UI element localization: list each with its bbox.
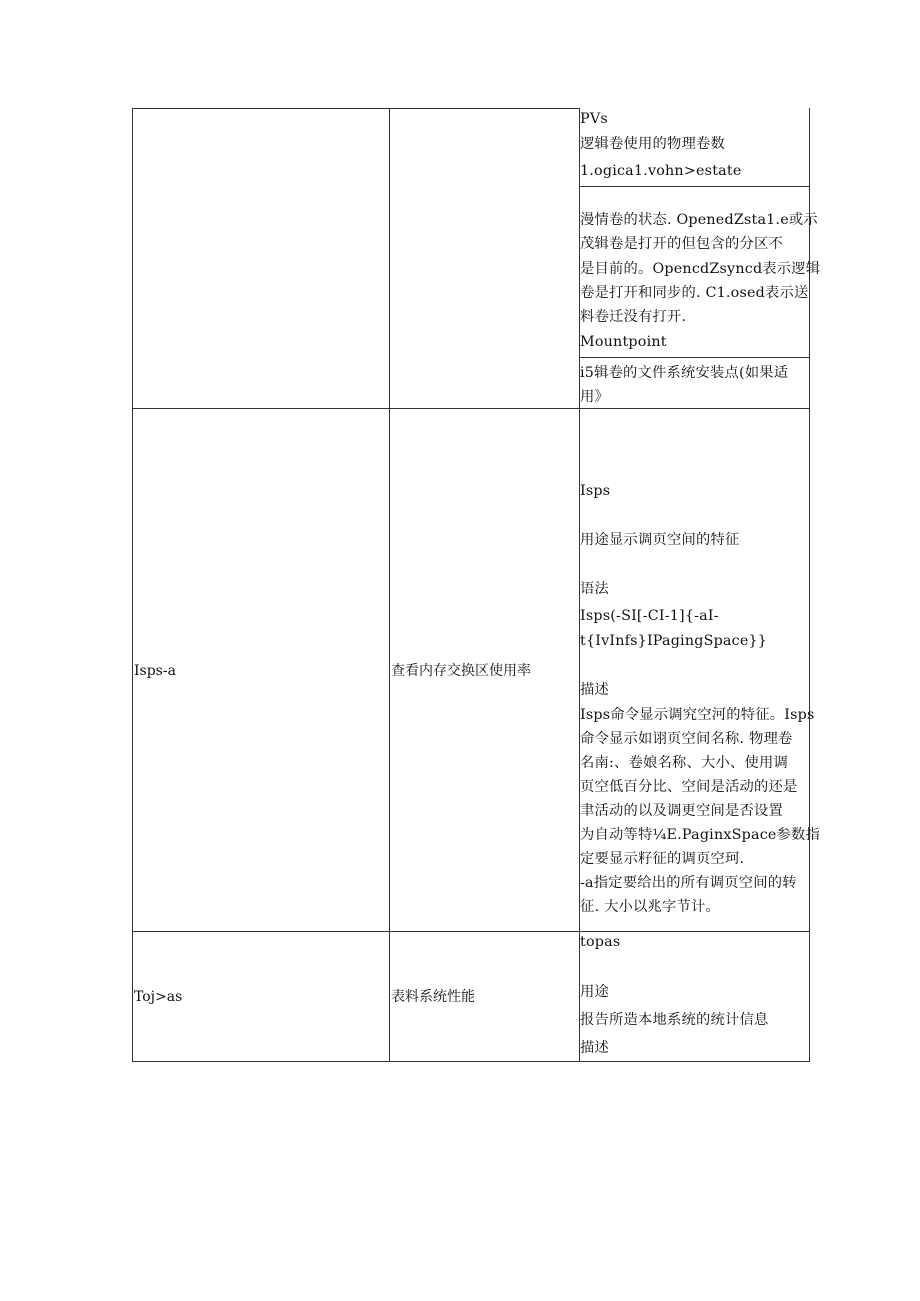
cell-line: topas xyxy=(580,934,621,950)
cell-line: 料卷迁没有打开. xyxy=(580,309,687,325)
cell-line: 用》 xyxy=(580,389,609,405)
cell-line: Isps(-SI[-CI-1]{-aI- xyxy=(580,608,719,624)
cell-line: 描述 xyxy=(580,682,609,698)
row2-command: Isps-a xyxy=(134,663,176,679)
row3-command: Toj>as xyxy=(134,989,183,1005)
cell-line: 页空低百分比、空间是活动的还是 xyxy=(580,779,798,795)
cell-line: 漫情卷的状态. OpenedZsta1.e或示 xyxy=(580,212,818,228)
table-border-bottom xyxy=(132,1061,810,1062)
cell-line: Isps xyxy=(580,483,611,499)
cell-line: 1.ogica1.vohn>estate xyxy=(580,163,742,179)
cell-line: 命令显示如诩页空间名称. 物理卷 xyxy=(580,731,793,747)
table-border-top-mid xyxy=(389,108,580,109)
subcell-divider-1 xyxy=(579,186,810,187)
cell-line: 名南:、卷娘名称、大小、使用调 xyxy=(580,755,788,771)
cell-line: PVs xyxy=(580,111,608,127)
row3-description: 表料系统性能 xyxy=(391,989,475,1005)
cell-line: Isps命令显示调究空河的特征。Isps xyxy=(580,707,815,723)
cell-line: 报告所造本地系统的统计信息 xyxy=(580,1012,769,1028)
column-divider-1 xyxy=(389,108,390,1062)
cell-line: 用途显示调页空间的特征 xyxy=(580,532,740,548)
cell-line: -a指定要给出的所有调页空间的转 xyxy=(580,875,797,891)
cell-line: 征. 大小以兆字节计。 xyxy=(580,899,720,915)
cell-line: 用途 xyxy=(580,984,609,1000)
cell-line: 卷是打开和同步的. C1.osed表示送 xyxy=(580,285,809,301)
cell-line: i5辑卷的文件系统安装点(如果适 xyxy=(580,365,789,381)
cell-line: 语法 xyxy=(580,581,609,597)
cell-line: 是目前的。OpencdZsyncd表示逻辑 xyxy=(580,261,821,277)
subcell-divider-2 xyxy=(579,357,810,358)
row-divider-2 xyxy=(132,931,810,932)
cell-line: 定要显示籽征的调页空珂. xyxy=(580,851,745,867)
cell-line: Mountpoint xyxy=(580,334,667,350)
row-divider-1 xyxy=(132,408,810,409)
table-border-right xyxy=(809,108,810,1062)
row2-description: 查看内存交换区使用率 xyxy=(391,663,531,679)
cell-line: 为自动等特¼E.PaginxSpace参数指 xyxy=(580,827,821,843)
cell-line: t{IvInfs}IPagingSpace}} xyxy=(580,633,768,649)
cell-line: 逻辑卷使用的物理卷数 xyxy=(580,136,725,152)
cell-line: 聿活动的以及调更空间是否设置 xyxy=(580,803,783,819)
cell-line: 描述 xyxy=(580,1040,609,1056)
table-border-left xyxy=(132,108,133,1062)
table-border-top xyxy=(132,108,390,109)
cell-line: 茂辑卷是打开的但包含的分区不 xyxy=(580,236,783,252)
